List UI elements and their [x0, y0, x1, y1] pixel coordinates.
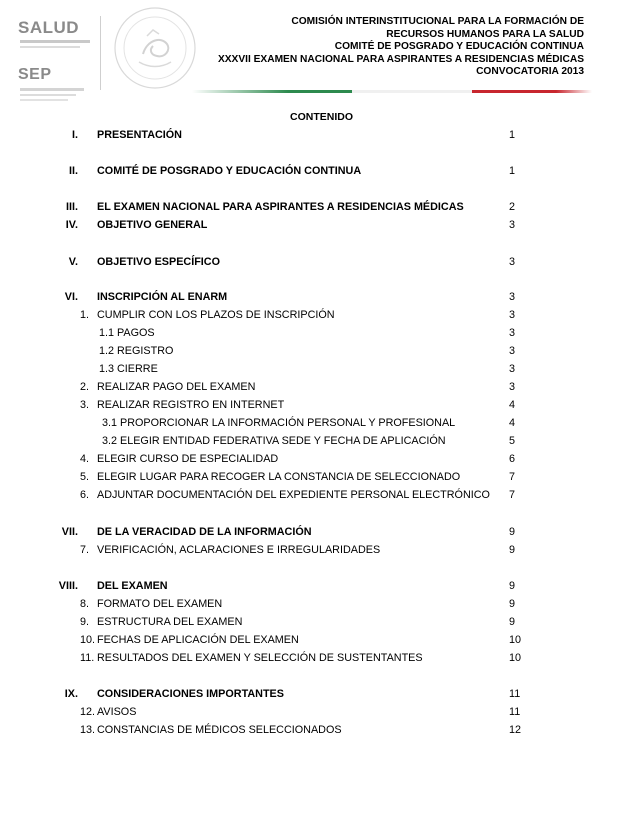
toc-page: 6	[509, 453, 516, 465]
toc-page: 10	[509, 652, 522, 664]
toc-number: 12.	[80, 706, 96, 718]
header-line-2: RECURSOS HUMANOS PARA LA SALUD	[386, 28, 584, 40]
toc-title: ELEGIR CURSO DE ESPECIALIDAD	[97, 453, 279, 465]
toc-section-iv	[0, 219, 638, 235]
toc-title: DEL EXAMEN	[97, 580, 168, 592]
toc-title: 1.3 CIERRE	[99, 363, 158, 375]
toc-item-1	[0, 309, 638, 325]
toc-item-13	[0, 724, 638, 740]
toc-section-ii	[0, 165, 638, 181]
toc-page: 3	[509, 256, 516, 268]
toc-page: 1	[509, 129, 516, 141]
toc-page: 3	[509, 327, 516, 339]
toc-title: REALIZAR PAGO DEL EXAMEN	[97, 381, 256, 393]
toc-item-1-2	[0, 345, 638, 361]
contents-title: CONTENIDO	[290, 111, 353, 123]
toc-title: DE LA VERACIDAD DE LA INFORMACIÓN	[97, 526, 312, 538]
toc-number: 1.	[80, 309, 90, 321]
header-line-3: COMITÉ DE POSGRADO Y EDUCACIÓN CONTINUA	[334, 41, 584, 53]
toc-page: 3	[509, 363, 516, 375]
toc-page: 4	[509, 417, 516, 429]
toc-page: 9	[509, 616, 516, 628]
toc-number: VI.	[64, 291, 78, 303]
toc-title: REALIZAR REGISTRO EN INTERNET	[97, 399, 285, 411]
toc-page: 3	[509, 291, 516, 303]
toc-number: 5.	[80, 471, 90, 483]
header-line-1: COMISIÓN INTERINSTITUCIONAL PARA LA FORMACIÓN DE	[291, 16, 584, 27]
toc-page: 3	[509, 345, 516, 357]
toc-title: OBJETIVO ESPECÍFICO	[97, 256, 220, 268]
toc-page: 1	[509, 165, 516, 177]
toc-title: 3.1 PROPORCIONAR LA INFORMACIÓN PERSONAL Y PROFESIONAL	[102, 417, 456, 429]
toc-section-viii	[0, 580, 638, 596]
toc-number: I.	[72, 129, 78, 141]
toc-number: 6.	[80, 489, 90, 501]
toc-item-4	[0, 453, 638, 469]
toc-page: 3	[509, 309, 516, 321]
toc-item-3	[0, 399, 638, 415]
toc-page: 5	[509, 435, 516, 447]
toc-item-11	[0, 652, 638, 668]
toc-number: IX.	[64, 688, 78, 700]
toc-section-vii	[0, 526, 638, 542]
toc-title: 3.2 ELEGIR ENTIDAD FEDERATIVA SEDE Y FECHA DE APLICACIÓN	[102, 435, 446, 447]
sep-wordmark: SEP	[18, 66, 52, 83]
toc-item-5	[0, 471, 638, 487]
toc-item-10	[0, 634, 638, 650]
toc-number: II.	[69, 165, 78, 177]
toc-title: FECHAS DE APLICACIÓN DEL EXAMEN	[97, 634, 299, 646]
toc-section-v	[0, 256, 638, 272]
toc-number: V.	[68, 256, 78, 268]
toc-item-2	[0, 381, 638, 397]
toc-number: 9.	[80, 616, 90, 628]
toc-item-1-1	[0, 327, 638, 343]
toc-page: 10	[509, 634, 522, 646]
toc-title: ADJUNTAR DOCUMENTACIÓN DEL EXPEDIENTE PERSONAL ELECTRÓNICO	[97, 489, 490, 501]
toc-page: 11	[509, 706, 521, 718]
toc-item-6	[0, 489, 638, 505]
toc-page: 9	[509, 580, 516, 592]
toc-number: 3.	[80, 399, 90, 411]
toc-section-ix	[0, 688, 638, 704]
toc-section-vi	[0, 291, 638, 307]
toc-number: VIII.	[58, 580, 78, 592]
toc-number: 11.	[80, 652, 95, 664]
toc-title: AVISOS	[97, 706, 137, 718]
toc-section-i	[0, 129, 638, 145]
toc-page: 4	[509, 399, 516, 411]
toc-page: 9	[509, 598, 516, 610]
toc-title: EL EXAMEN NACIONAL PARA ASPIRANTES A RESIDENCIAS MÉDICAS	[97, 201, 464, 213]
header-line-4: XXXVII EXAMEN NACIONAL PARA ASPIRANTES A RESIDENCIAS MÉDICAS	[217, 53, 584, 65]
toc-number: 4.	[80, 453, 90, 465]
toc-number: 8.	[80, 598, 90, 610]
toc-title: CONSIDERACIONES IMPORTANTES	[97, 688, 284, 700]
toc-title: CUMPLIR CON LOS PLAZOS DE INSCRIPCIÓN	[97, 309, 335, 321]
toc-item-3-1	[0, 417, 638, 433]
toc-item-3-2	[0, 435, 638, 451]
toc-title: PRESENTACIÓN	[97, 129, 182, 141]
toc-page: 9	[509, 526, 516, 538]
toc-title: FORMATO DEL EXAMEN	[97, 598, 223, 610]
toc-title: RESULTADOS DEL EXAMEN Y SELECCIÓN DE SUSTENTANTES	[97, 652, 423, 664]
toc-title: OBJETIVO GENERAL	[97, 219, 208, 231]
toc-number: IV.	[65, 219, 78, 231]
toc-page: 9	[509, 544, 516, 556]
toc-title: COMITÉ DE POSGRADO Y EDUCACIÓN CONTINUA	[97, 165, 362, 177]
toc-number: 7.	[80, 544, 90, 556]
toc-title: CONSTANCIAS DE MÉDICOS SELECCIONADOS	[97, 724, 342, 736]
toc-item-12	[0, 706, 638, 722]
toc-number: III.	[66, 201, 78, 213]
toc-title: INSCRIPCIÓN AL ENARM	[97, 291, 228, 303]
toc-page: 3	[509, 219, 516, 231]
toc-title: 1.1 PAGOS	[99, 327, 155, 339]
toc-page: 12	[509, 724, 522, 736]
toc-page: 3	[509, 381, 516, 393]
toc-page: 7	[509, 489, 516, 501]
toc-item-1-3	[0, 363, 638, 379]
toc-title: VERIFICACIÓN, ACLARACIONES E IRREGULARIDADES	[97, 544, 381, 556]
toc-title: ELEGIR LUGAR PARA RECOGER LA CONSTANCIA DE SELECCIONADO	[97, 471, 461, 483]
salud-wordmark: SALUD	[18, 18, 80, 37]
toc-number: 2.	[80, 381, 90, 393]
toc-page: 2	[509, 201, 516, 213]
toc-item-7	[0, 544, 638, 560]
toc-page: 7	[509, 471, 516, 483]
header-line-5: CONVOCATORIA 2013	[476, 66, 584, 78]
toc-item-8	[0, 598, 638, 614]
toc-section-iii	[0, 201, 638, 217]
toc-number: VII.	[61, 526, 78, 538]
toc-number: 10.	[80, 634, 96, 646]
toc-title: 1.2 REGISTRO	[99, 345, 174, 357]
toc-number: 13.	[80, 724, 96, 736]
toc-title: ESTRUCTURA DEL EXAMEN	[97, 616, 243, 628]
toc-page: 11	[509, 688, 521, 700]
toc-item-9	[0, 616, 638, 632]
